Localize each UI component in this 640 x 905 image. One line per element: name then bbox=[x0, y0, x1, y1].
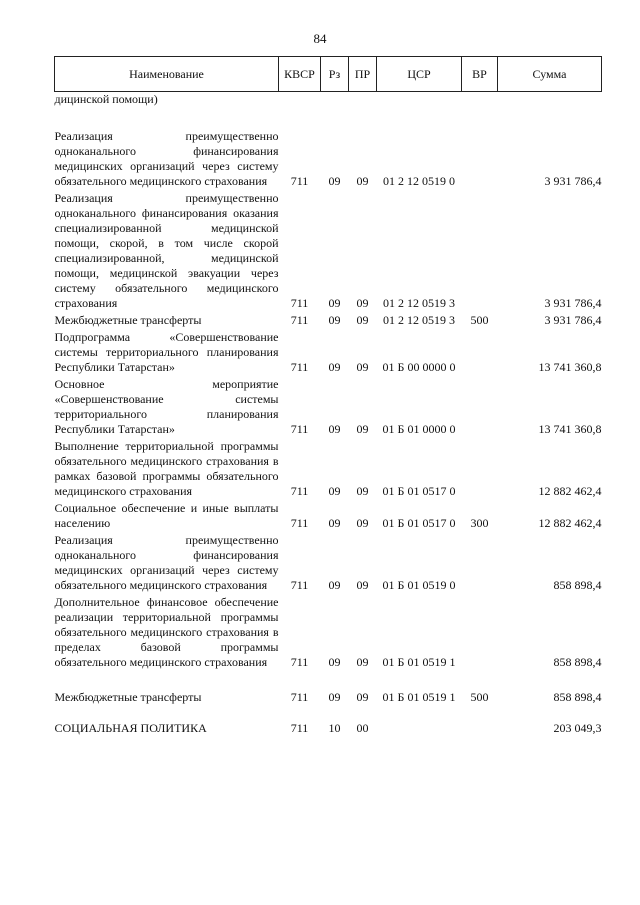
row-rz: 09 bbox=[328, 296, 341, 310]
row-rz: 09 bbox=[328, 422, 341, 436]
row-vr bbox=[462, 377, 498, 437]
table-header bbox=[55, 57, 602, 92]
header-sum: Сумма bbox=[498, 57, 602, 92]
carry-over-row bbox=[55, 92, 602, 108]
row-pr: 09 bbox=[356, 690, 369, 704]
row-csr bbox=[377, 721, 462, 736]
row-sum: 858 898,4 bbox=[553, 655, 602, 669]
row-csr: 01 Б 01 0517 0 bbox=[382, 484, 456, 498]
page-number: 84 bbox=[313, 31, 327, 46]
row-name: Реализация преимущественно одноканального финансирования медицинских организаций через систему обязательного медицинского страхования bbox=[54, 129, 279, 188]
row-pr: 09 bbox=[356, 655, 369, 669]
row-name: Межбюджетные трансферты bbox=[54, 313, 202, 327]
row-rz: 09 bbox=[328, 690, 341, 704]
row-kvsr: 711 bbox=[290, 721, 309, 735]
table-row bbox=[55, 191, 602, 311]
row-csr: 01 2 12 0519 3 bbox=[383, 296, 455, 310]
row-kvsr: 711 bbox=[290, 313, 309, 327]
row-pr: 09 bbox=[356, 484, 369, 498]
row-sum: 12 882 462,4 bbox=[538, 516, 602, 530]
table-row bbox=[55, 330, 602, 375]
table-row bbox=[55, 690, 602, 705]
row-pr: 00 bbox=[356, 721, 369, 735]
row-csr: 01 Б 01 0000 0 bbox=[382, 422, 456, 436]
row-sum: 13 741 360,8 bbox=[538, 360, 602, 374]
row-vr: 500 bbox=[470, 313, 489, 327]
table-row bbox=[55, 439, 602, 499]
row-csr: 01 2 12 0519 0 bbox=[383, 174, 455, 188]
row-vr bbox=[462, 129, 498, 189]
header-kvsr: КВСР bbox=[279, 57, 321, 92]
header-vr: ВР bbox=[462, 57, 498, 92]
row-name: Дополнительное финансовое обеспечение реализации территориальной программы обязательного медицинского страхования в пределах базовой программы обязательного медицинского страхования bbox=[54, 595, 279, 669]
row-sum: 203 049,3 bbox=[553, 721, 602, 735]
row-rz: 10 bbox=[328, 721, 341, 735]
table-row bbox=[55, 721, 602, 736]
row-vr bbox=[462, 721, 498, 736]
row-kvsr: 711 bbox=[290, 360, 309, 374]
budget-table bbox=[54, 56, 602, 736]
row-pr: 09 bbox=[356, 516, 369, 530]
row-spacer bbox=[55, 107, 602, 129]
header-csr: ЦСР bbox=[377, 57, 462, 92]
header-rz: Рз bbox=[321, 57, 349, 92]
row-kvsr: 711 bbox=[290, 516, 309, 530]
row-rz: 09 bbox=[328, 313, 341, 327]
table-row bbox=[55, 129, 602, 189]
carry-over-text: дицинской помощи) bbox=[54, 92, 158, 106]
row-sum: 3 931 786,4 bbox=[544, 296, 602, 310]
row-pr: 09 bbox=[356, 578, 369, 592]
row-csr: 01 Б 01 0519 1 bbox=[382, 655, 456, 669]
row-kvsr: 711 bbox=[290, 296, 309, 310]
row-csr: 01 2 12 0519 3 bbox=[383, 313, 455, 327]
row-name: Подпрограмма «Совершенствование системы территориального планирования Республики Татарстан» bbox=[54, 330, 279, 374]
row-pr: 09 bbox=[356, 360, 369, 374]
row-kvsr: 711 bbox=[290, 655, 309, 669]
row-vr bbox=[462, 330, 498, 375]
row-name: Выполнение территориальной программы обязательного медицинского страхования в рамках базовой программы обязательного медицинского страхования bbox=[54, 439, 279, 498]
row-rz: 09 bbox=[328, 360, 341, 374]
row-sum: 3 931 786,4 bbox=[544, 174, 602, 188]
row-vr bbox=[462, 439, 498, 499]
row-sum: 858 898,4 bbox=[553, 578, 602, 592]
row-csr: 01 Б 00 0000 0 bbox=[382, 360, 456, 374]
row-sum: 12 882 462,4 bbox=[538, 484, 602, 498]
table-row bbox=[55, 595, 602, 670]
row-spacer bbox=[55, 705, 602, 721]
row-pr: 09 bbox=[356, 313, 369, 327]
row-csr: 01 Б 01 0519 0 bbox=[382, 578, 456, 592]
row-spacer bbox=[55, 670, 602, 690]
row-sum: 13 741 360,8 bbox=[538, 422, 602, 436]
row-kvsr: 711 bbox=[290, 578, 309, 592]
row-pr: 09 bbox=[356, 174, 369, 188]
row-sum: 858 898,4 bbox=[553, 690, 602, 704]
row-kvsr: 711 bbox=[290, 422, 309, 436]
row-sum: 3 931 786,4 bbox=[544, 313, 602, 327]
row-kvsr: 711 bbox=[290, 484, 309, 498]
row-vr bbox=[462, 595, 498, 670]
row-name: Межбюджетные трансферты bbox=[54, 690, 202, 704]
row-vr bbox=[462, 533, 498, 593]
row-kvsr: 711 bbox=[290, 690, 309, 704]
row-pr: 09 bbox=[356, 422, 369, 436]
table-row bbox=[55, 501, 602, 531]
row-vr: 300 bbox=[470, 516, 489, 530]
row-vr: 500 bbox=[470, 690, 489, 704]
row-vr bbox=[462, 191, 498, 311]
row-name: СОЦИАЛЬНАЯ ПОЛИТИКА bbox=[54, 721, 207, 735]
table-row bbox=[55, 377, 602, 437]
row-name: Реализация преимущественно одноканального финансирования медицинских организаций через систему обязательного медицинского страхования bbox=[54, 533, 279, 592]
row-rz: 09 bbox=[328, 516, 341, 530]
row-name: Реализация преимущественно одноканального финансирования оказания специализированной медицинской помощи, скорой, в том числе скорой специализированной, медицинской помощи, медицинской эвакуации через систему обязательного медицинского страхования bbox=[54, 191, 279, 310]
header-pr: ПР bbox=[349, 57, 377, 92]
table-row bbox=[55, 533, 602, 593]
row-csr: 01 Б 01 0517 0 bbox=[382, 516, 456, 530]
row-rz: 09 bbox=[328, 655, 341, 669]
row-name: Социальное обеспечение и иные выплаты населению bbox=[54, 501, 279, 530]
row-kvsr: 711 bbox=[290, 174, 309, 188]
row-rz: 09 bbox=[328, 484, 341, 498]
row-csr: 01 Б 01 0519 1 bbox=[382, 690, 456, 704]
row-name: Основное мероприятие «Совершенствование системы территориального планирования Республики Татарстан» bbox=[54, 377, 279, 436]
row-rz: 09 bbox=[328, 174, 341, 188]
table-row bbox=[55, 313, 602, 328]
header-name: Наименование bbox=[55, 57, 279, 92]
row-rz: 09 bbox=[328, 578, 341, 592]
row-pr: 09 bbox=[356, 296, 369, 310]
